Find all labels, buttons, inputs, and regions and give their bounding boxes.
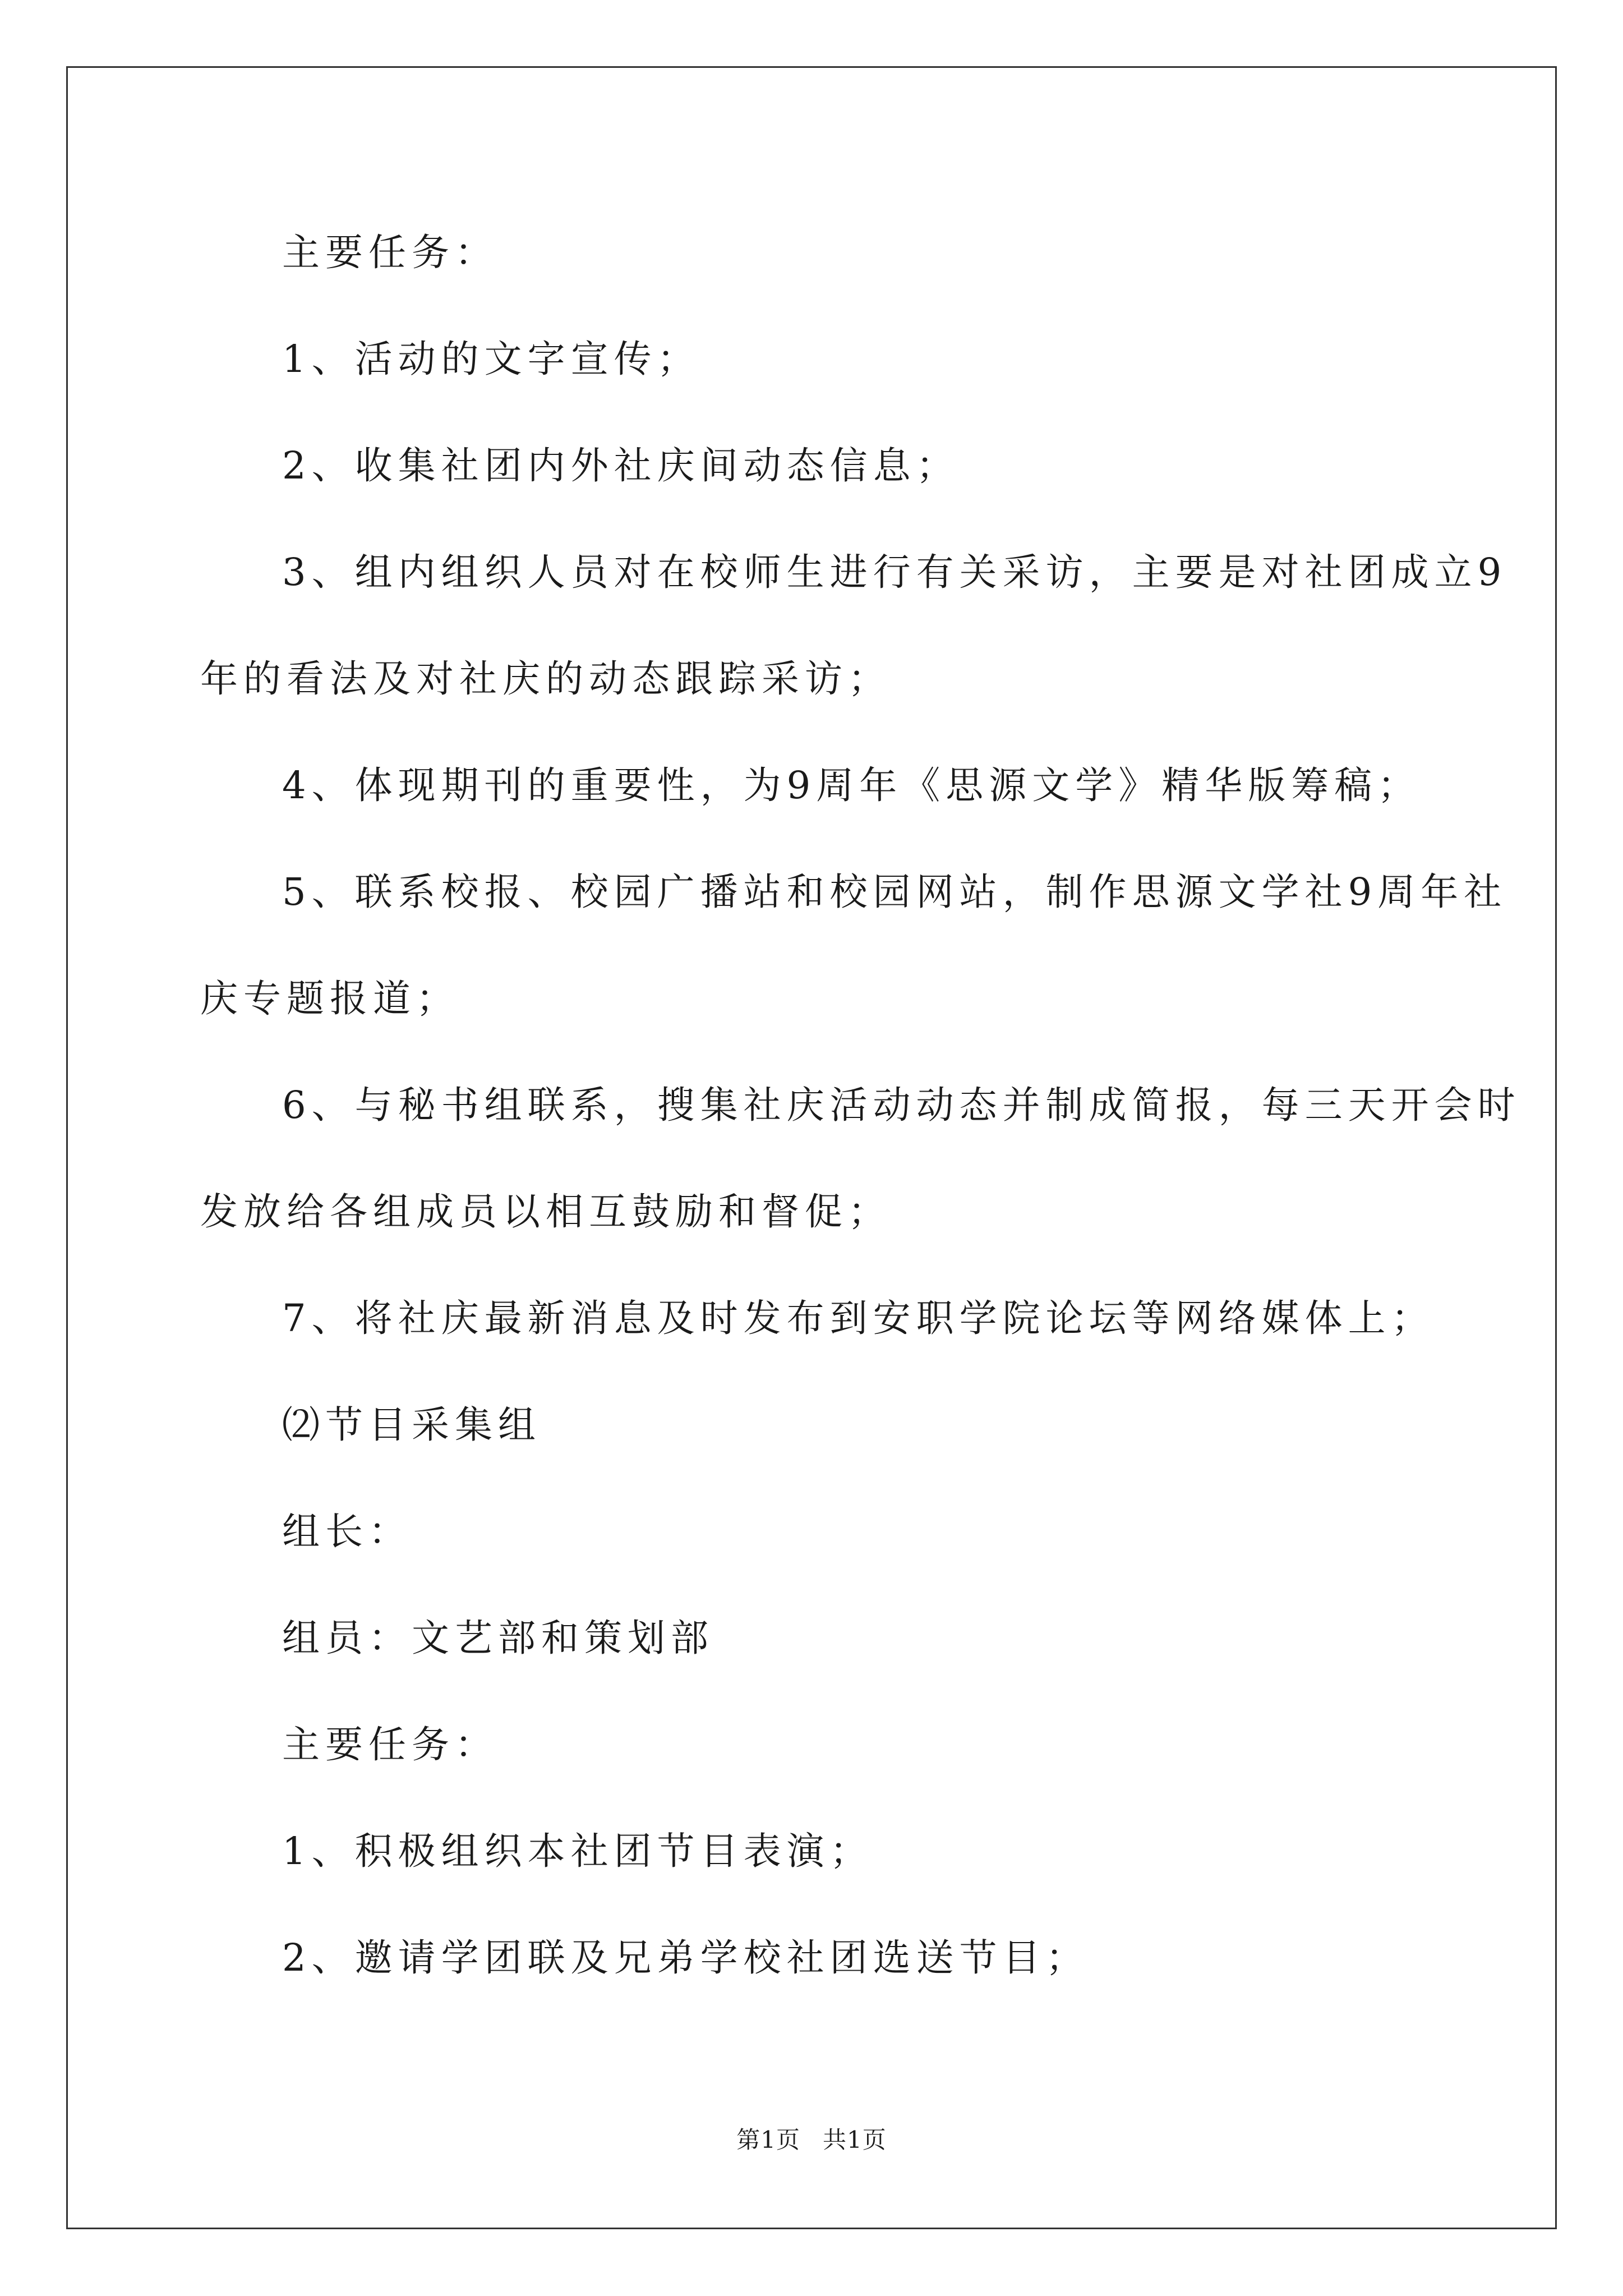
text-line: 5、联系校报、校园广播站和校园网站，制作思源文学社9周年社 xyxy=(282,870,1507,914)
text-line: 庆专题报道； xyxy=(200,977,459,1020)
text-line: 主要任务： xyxy=(282,231,498,274)
page-total: 共1页 xyxy=(823,2126,887,2154)
text-line: 7、将社庆最新消息及时发布到安职学院论坛等网络媒体上； xyxy=(282,1296,1435,1340)
text-line: 3、组内组织人员对在校师生进行有关采访，主要是对社团成立9 xyxy=(282,550,1507,594)
text-line: 6、与秘书组联系，搜集社庆活动动态并制成简报，每三天开会时 xyxy=(282,1083,1521,1127)
page-footer xyxy=(0,2126,1623,2154)
text-line: 4、体现期刊的重要性，为9周年《思源文学》精华版筹稿； xyxy=(282,763,1421,807)
text-line: 组长： xyxy=(282,1510,412,1553)
text-line: 2、邀请学团联及兄弟学校社团选送节目； xyxy=(282,1936,1089,1980)
page-number: 第1页 xyxy=(736,2126,800,2154)
page-border xyxy=(66,66,1557,2229)
text-line: 组员：文艺部和策划部 xyxy=(282,1616,714,1660)
text-line: 1、活动的文字宣传； xyxy=(282,337,700,381)
text-line: 发放给各组成员以相互鼓励和督促； xyxy=(200,1190,891,1234)
text-line: 2、收集社团内外社庆间动态信息； xyxy=(282,444,960,487)
text-line: 主要任务： xyxy=(282,1723,498,1766)
section-heading: ⑵节目采集组 xyxy=(282,1403,541,1447)
text-line: 年的看法及对社庆的动态跟踪采访； xyxy=(200,657,891,701)
text-line: 1、积极组织本社团节目表演； xyxy=(282,1829,873,1873)
